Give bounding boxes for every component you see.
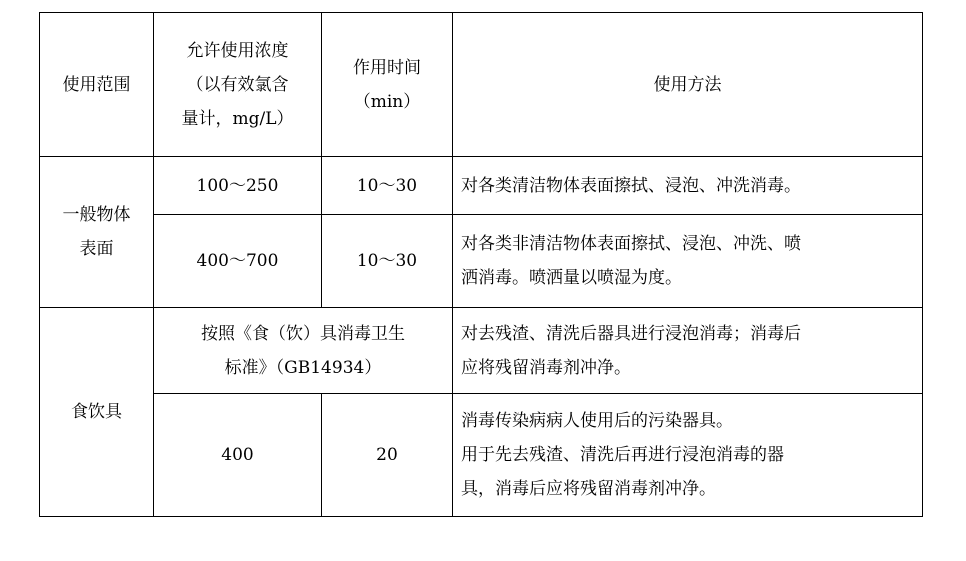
header-time-line: 作用时间 — [353, 57, 421, 78]
method-line: 洒消毒。喷洒量以喷湿为度。 — [461, 268, 682, 288]
header-time — [322, 13, 453, 157]
header-concentration-line: 允许使用浓度 — [186, 40, 289, 61]
method-cell — [453, 394, 923, 517]
standard-line: 按照《食（饮）具消毒卫生 — [201, 323, 405, 344]
row-scope-surface — [40, 157, 154, 308]
method-cell — [453, 215, 923, 308]
method-line: 具，消毒后应将残留消毒剂冲净。 — [461, 479, 716, 499]
concentration-cell: 400 — [154, 394, 322, 517]
concentration-cell: 100～250 — [154, 157, 322, 215]
method-line: 应将残留消毒剂冲净。 — [461, 357, 631, 378]
header-concentration-line: 量计，mg/L） — [181, 108, 294, 129]
header-row — [40, 13, 923, 157]
scope-line: 一般物体 — [62, 205, 131, 225]
header-time-line: （min） — [353, 91, 421, 112]
row-scope-tableware: 食饮具 — [40, 308, 154, 517]
table-row — [40, 215, 923, 308]
table-row — [40, 157, 923, 215]
method-line: 对各类非清洁物体表面擦拭、浸泡、冲洗、喷 — [461, 234, 801, 254]
method-line: 用于先去残渣、清洗后再进行浸泡消毒的器 — [461, 445, 784, 465]
header-concentration-line: （以有效氯含 — [186, 74, 289, 95]
standard-line: 标准》（GB14934） — [224, 357, 382, 378]
scope-line: 表面 — [79, 239, 114, 259]
method-line: 消毒传染病病人使用后的污染器具。 — [461, 411, 733, 431]
time-cell: 10～30 — [322, 157, 453, 215]
method-cell — [453, 308, 923, 394]
time-cell: 20 — [322, 394, 453, 517]
table-row — [40, 308, 923, 394]
concentration-cell: 400～700 — [154, 215, 322, 308]
disinfection-table — [39, 12, 923, 517]
header-scope: 使用范围 — [40, 13, 154, 157]
method-line: 对去残渣、清洗后器具进行浸泡消毒；消毒后 — [461, 323, 801, 344]
method-cell: 对各类清洁物体表面擦拭、浸泡、冲洗消毒。 — [453, 157, 923, 215]
table-row — [40, 394, 923, 517]
header-method: 使用方法 — [453, 13, 923, 157]
standard-reference-cell — [154, 308, 453, 394]
time-cell: 10～30 — [322, 215, 453, 308]
header-concentration — [154, 13, 322, 157]
